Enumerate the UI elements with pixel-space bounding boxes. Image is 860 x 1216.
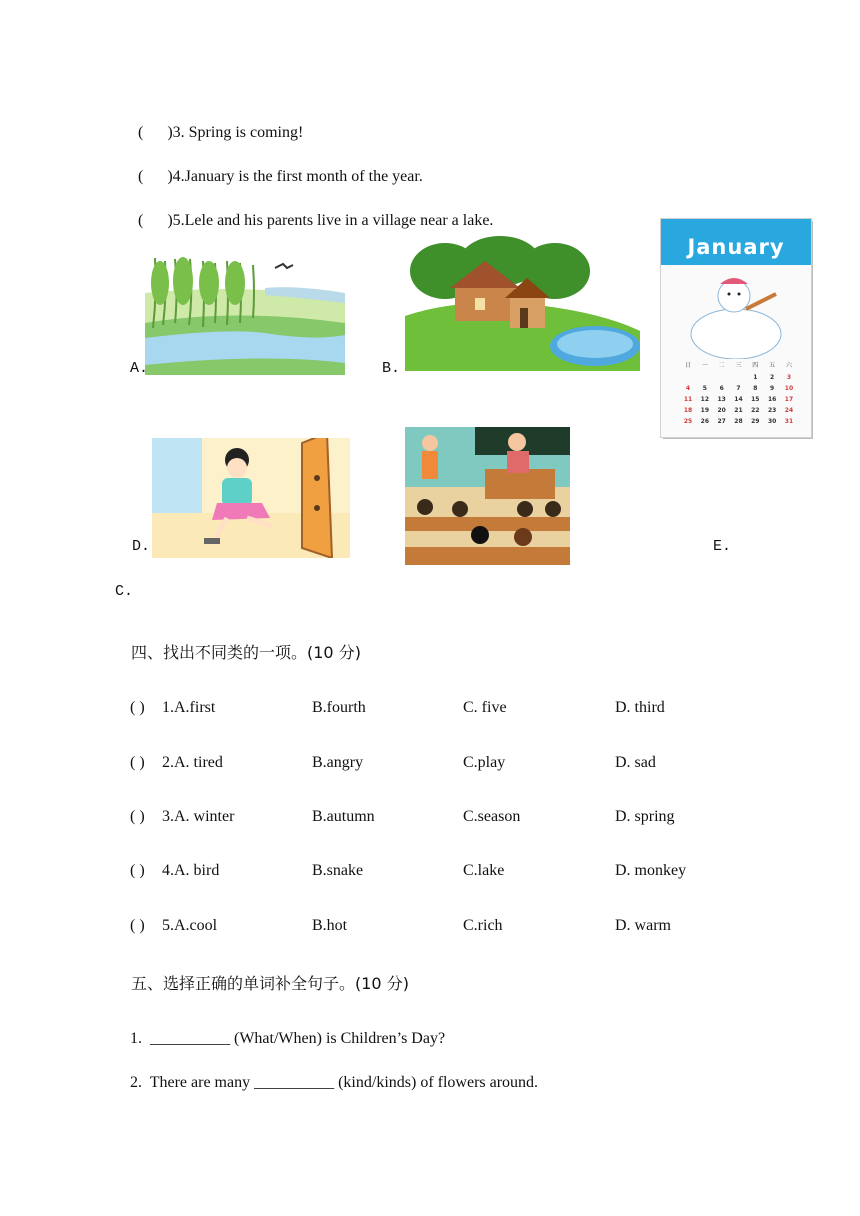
fill-item-1: 1. __________ (What/When) is Children’s Day?: [130, 1030, 446, 1047]
calendar-day: 28: [734, 418, 743, 425]
answer-bracket: ( ): [130, 808, 145, 825]
calendar-day: 9: [770, 385, 775, 392]
calendar-week: [681, 374, 796, 381]
answer-bracket: ( ): [130, 754, 145, 771]
picture-girl-door: [152, 438, 350, 558]
calendar-day: 6: [719, 385, 724, 392]
calendar-day: [731, 374, 745, 381]
option-d: D. spring: [615, 808, 675, 825]
label-a: A.: [130, 360, 149, 377]
calendar-weekday: 六: [785, 362, 792, 369]
calendar-day: 4: [685, 385, 691, 392]
calendar-day: 16: [767, 396, 777, 403]
calendar-day: [698, 374, 712, 381]
picture-river-willows: [145, 253, 345, 375]
calendar-grid: [681, 360, 796, 429]
item-text: 5.Lele and his parents live in a village near a lake.: [172, 212, 494, 229]
calendar-day: 23: [767, 407, 777, 414]
option-d: D. monkey: [615, 862, 687, 879]
answer-bracket: ( ): [130, 699, 145, 716]
calendar-day: 1: [753, 374, 758, 381]
fill-item-2: 2. There are many __________ (kind/kinds) of flowers around.: [130, 1074, 539, 1091]
option-a: 5.A.cool: [162, 917, 218, 934]
label-d: D.: [132, 538, 151, 555]
option-a: 3.A. winter: [162, 808, 235, 825]
calendar-title: January: [687, 235, 785, 259]
option-c: C.lake: [463, 862, 505, 879]
option-d: D. sad: [615, 754, 656, 771]
calendar-day: 21: [734, 407, 743, 414]
option-c: C. five: [463, 699, 507, 716]
option-a: 2.A. tired: [162, 754, 223, 771]
calendar-weekdays: [681, 360, 796, 369]
answer-bracket: ( ): [130, 917, 145, 934]
option-d: D. third: [615, 699, 665, 716]
calendar-weekday: 四: [752, 362, 759, 369]
option-c: C.rich: [463, 917, 503, 934]
option-c: C.season: [463, 808, 521, 825]
calendar-days: [681, 374, 796, 425]
option-b: B.angry: [312, 754, 364, 771]
calendar-day: 20: [717, 407, 726, 414]
calendar-day: 25: [683, 418, 693, 425]
judge-item-5: [130, 194, 493, 230]
calendar-week: [681, 385, 796, 392]
calendar-week: [681, 407, 796, 414]
option-b: B.autumn: [312, 808, 375, 825]
option-a: 4.A. bird: [162, 862, 220, 879]
option-d: D. warm: [615, 917, 671, 934]
judge-item-4: [130, 150, 423, 186]
calendar-weekday: 二: [718, 362, 725, 369]
calendar-day: 3: [786, 374, 792, 381]
section4-heading: 四、找出不同类的一项。(10 分): [131, 643, 361, 662]
calendar-day: 19: [700, 407, 709, 414]
item-text: 3. Spring is coming!: [172, 124, 304, 141]
calendar-day: 17: [784, 396, 794, 403]
answer-bracket: ( ): [130, 862, 145, 879]
calendar-day: 27: [717, 418, 726, 425]
calendar-day: 24: [784, 407, 794, 414]
calendar-day: 10: [784, 385, 794, 392]
option-b: B.snake: [312, 862, 364, 879]
calendar-day: 13: [717, 396, 726, 403]
calendar-day: 29: [751, 418, 760, 425]
calendar-day: [715, 374, 729, 381]
item-text: 4.January is the first month of the year.: [172, 168, 423, 185]
calendar-day: 15: [751, 396, 760, 403]
label-b: B.: [382, 360, 401, 377]
calendar-weekday: 一: [701, 362, 708, 369]
option-c: C.play: [463, 754, 506, 771]
calendar-day: 5: [702, 385, 707, 392]
calendar-weekday: 三: [735, 362, 742, 369]
option-a: 1.A.first: [162, 699, 216, 716]
picture-house-lake: [405, 236, 640, 371]
option-b: B.hot: [312, 917, 348, 934]
calendar-day: 7: [736, 385, 741, 392]
calendar-day: 31: [784, 418, 794, 425]
picture-january-calendar: [660, 218, 816, 442]
answer-bracket: ( ): [138, 168, 173, 185]
calendar-weekday: 日: [684, 362, 691, 369]
section5-heading: 五、选择正确的单词补全句子。(10 分): [131, 974, 409, 993]
calendar-day: 18: [683, 407, 693, 414]
calendar-week: [681, 396, 796, 403]
calendar-day: [681, 374, 695, 381]
judge-item-3: [130, 106, 303, 142]
calendar-day: 30: [767, 418, 777, 425]
answer-bracket: ( ): [138, 212, 173, 229]
calendar-day: 11: [683, 396, 693, 403]
calendar-weekday: 五: [769, 362, 776, 369]
calendar-day: 22: [751, 407, 760, 414]
calendar-day: 8: [753, 385, 758, 392]
calendar-day: 12: [700, 396, 709, 403]
label-c: C.: [115, 583, 134, 600]
calendar-day: 14: [734, 396, 743, 403]
label-e: E.: [713, 538, 732, 555]
option-b: B.fourth: [312, 699, 366, 716]
calendar-day: 26: [700, 418, 709, 425]
picture-classroom: [405, 427, 570, 565]
answer-bracket: ( ): [138, 124, 173, 141]
calendar-day: 2: [770, 374, 775, 381]
calendar-week: [681, 418, 796, 425]
